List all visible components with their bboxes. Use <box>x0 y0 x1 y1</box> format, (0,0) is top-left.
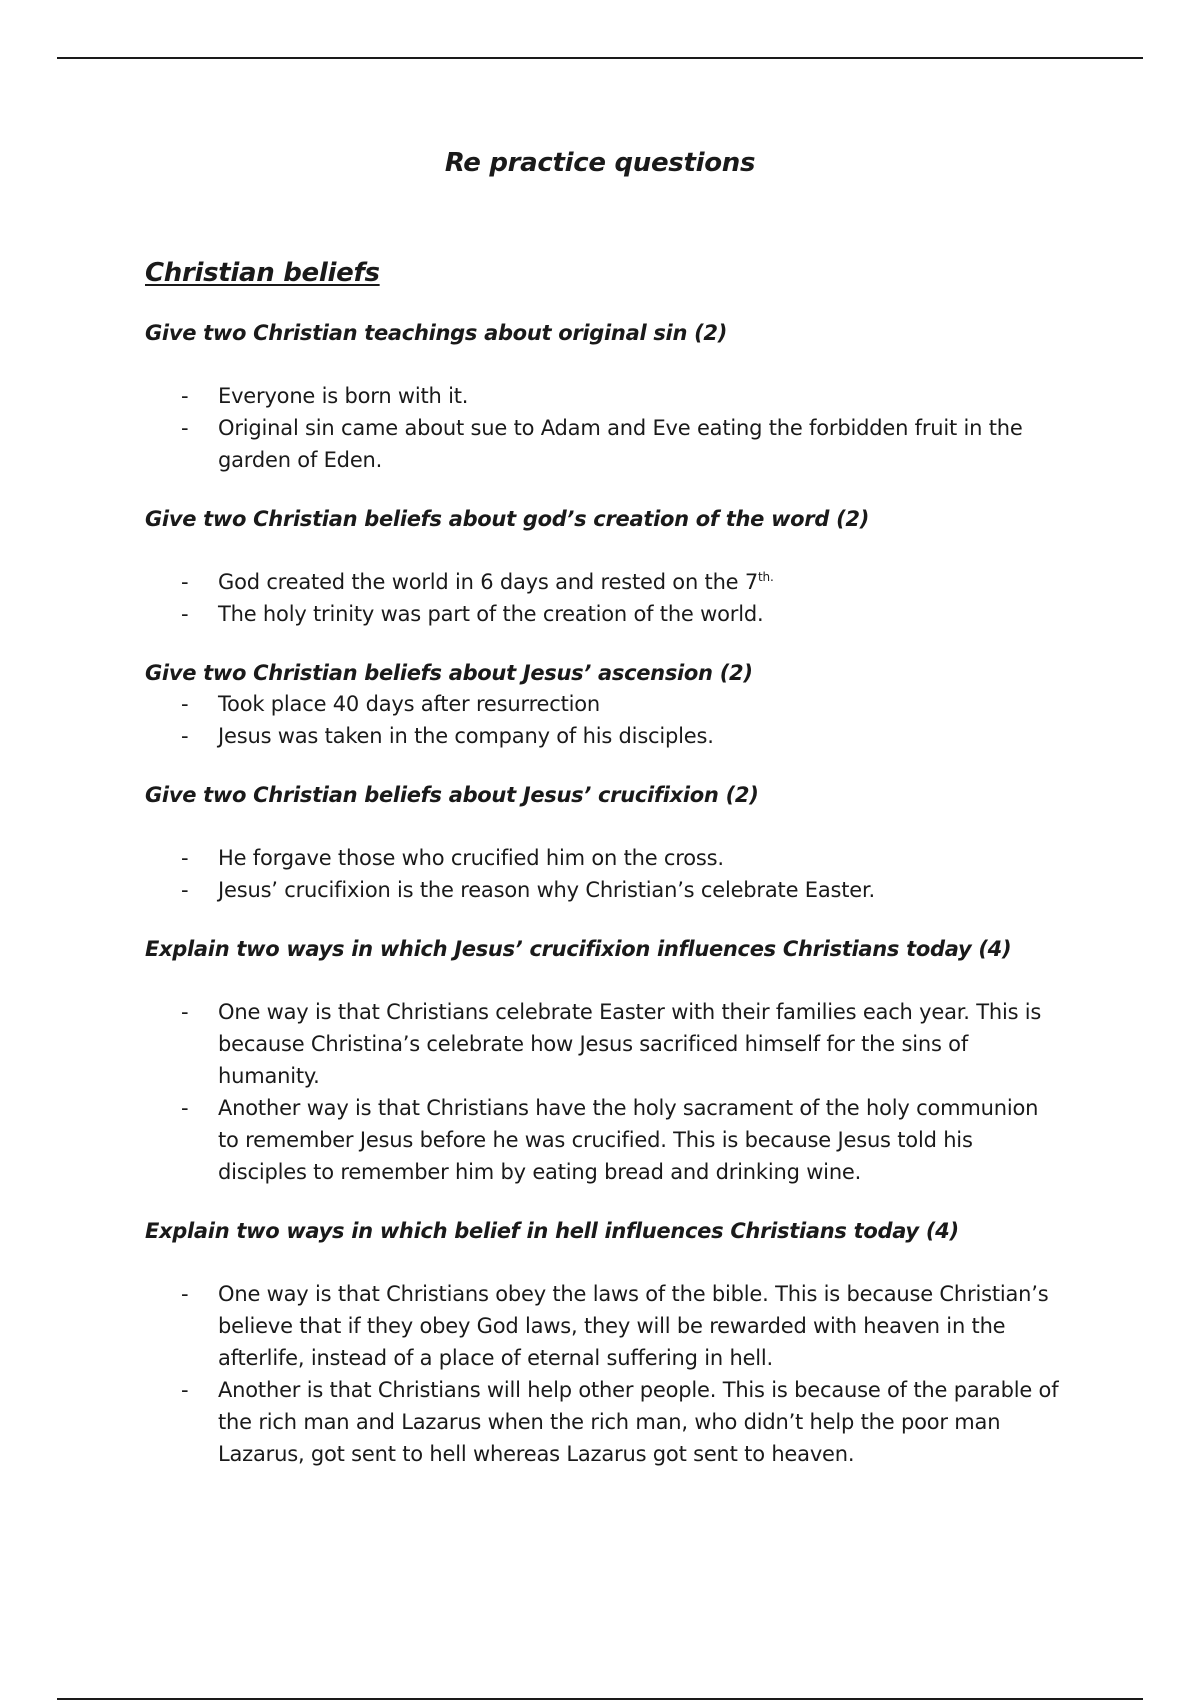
answer-text: The holy trinity was part of the creation of the world. <box>218 602 764 626</box>
answer-text: Another way is that Christians have the holy sacrament of the holy communion to remember Jesus before he was crucified. This is because Jesus told his disciples to remember him by eating bread and drinking wine. <box>218 1096 1039 1184</box>
answer-text: Another is that Christians will help other people. This is because of the parable of the rich man and Lazarus when the rich man, who didn’t help the poor man Lazarus, got sent to hell whereas Lazarus got sent to heaven. <box>218 1378 1059 1466</box>
question-block <box>145 504 1065 630</box>
answer-text: Original sin came about sue to Adam and Eve eating the forbidden fruit in the garden of Eden. <box>218 416 1023 472</box>
question-text: Give two Christian teachings about original sin (2) <box>145 321 728 345</box>
bullet-dash: - <box>181 1378 189 1402</box>
answer-list <box>145 688 1065 752</box>
answer-list <box>145 996 1065 1188</box>
answer-item <box>145 996 1065 1092</box>
question-block <box>145 780 1065 906</box>
answer-item <box>145 1092 1065 1188</box>
bullet-dash: - <box>181 1282 189 1306</box>
answer-list <box>145 842 1065 906</box>
answer-item <box>145 842 1065 874</box>
answer-item <box>145 598 1065 630</box>
answer-text: Jesus was taken in the company of his disciples. <box>218 724 714 748</box>
answer-text <box>218 570 774 594</box>
bullet-dash: - <box>181 692 189 716</box>
document-body <box>145 258 1065 1470</box>
answer-text: One way is that Christians celebrate Easter with their families each year. This is because Christina’s celebrate how Jesus sacrificed himself for the sins of humanity. <box>218 1000 1042 1088</box>
question-block <box>145 658 1065 752</box>
section-heading: Christian beliefs <box>145 258 380 288</box>
bullet-dash: - <box>181 602 189 626</box>
answer-item <box>145 412 1065 476</box>
answer-item <box>145 874 1065 906</box>
bullet-dash: - <box>181 846 189 870</box>
question-text: Explain two ways in which belief in hell influences Christians today (4) <box>145 1219 959 1243</box>
bullet-dash: - <box>181 416 189 440</box>
answer-text: Jesus’ crucifixion is the reason why Christian’s celebrate Easter. <box>218 878 875 902</box>
ordinal-superscript: th. <box>758 570 774 584</box>
bullet-dash: - <box>181 878 189 902</box>
bullet-dash: - <box>181 570 189 594</box>
question-block <box>145 934 1065 1188</box>
answer-item <box>145 566 1065 598</box>
answer-list <box>145 380 1065 476</box>
question-text: Give two Christian beliefs about Jesus’ crucifixion (2) <box>145 783 759 807</box>
answer-item <box>145 1374 1065 1470</box>
bullet-dash: - <box>181 1000 189 1024</box>
answer-item <box>145 688 1065 720</box>
answer-text: Took place 40 days after resurrection <box>218 692 601 716</box>
header-rule <box>57 57 1143 59</box>
bullet-dash: - <box>181 384 189 408</box>
question-text: Explain two ways in which Jesus’ crucifixion influences Christians today (4) <box>145 937 1012 961</box>
bullet-dash: - <box>181 724 189 748</box>
answer-item <box>145 1278 1065 1374</box>
answer-list <box>145 1278 1065 1470</box>
answer-text: One way is that Christians obey the laws of the bible. This is because Christian’s believe that if they obey God laws, they will be rewarded with heaven in the afterlife, instead of a place of eternal suffering in hell. <box>218 1282 1049 1370</box>
answer-list <box>145 566 1065 630</box>
question-block <box>145 318 1065 476</box>
bullet-dash: - <box>181 1096 189 1120</box>
question-text: Give two Christian beliefs about Jesus’ ascension (2) <box>145 661 753 685</box>
answer-item <box>145 720 1065 752</box>
document-title: Re practice questions <box>444 148 756 178</box>
answer-text: He forgave those who crucified him on the cross. <box>218 846 724 870</box>
answer-text-main: God created the world in 6 days and rested on the 7 <box>218 570 759 594</box>
answer-text: Everyone is born with it. <box>218 384 469 408</box>
answer-item <box>145 380 1065 412</box>
question-text: Give two Christian beliefs about god’s creation of the word (2) <box>145 507 870 531</box>
question-block <box>145 1216 1065 1470</box>
